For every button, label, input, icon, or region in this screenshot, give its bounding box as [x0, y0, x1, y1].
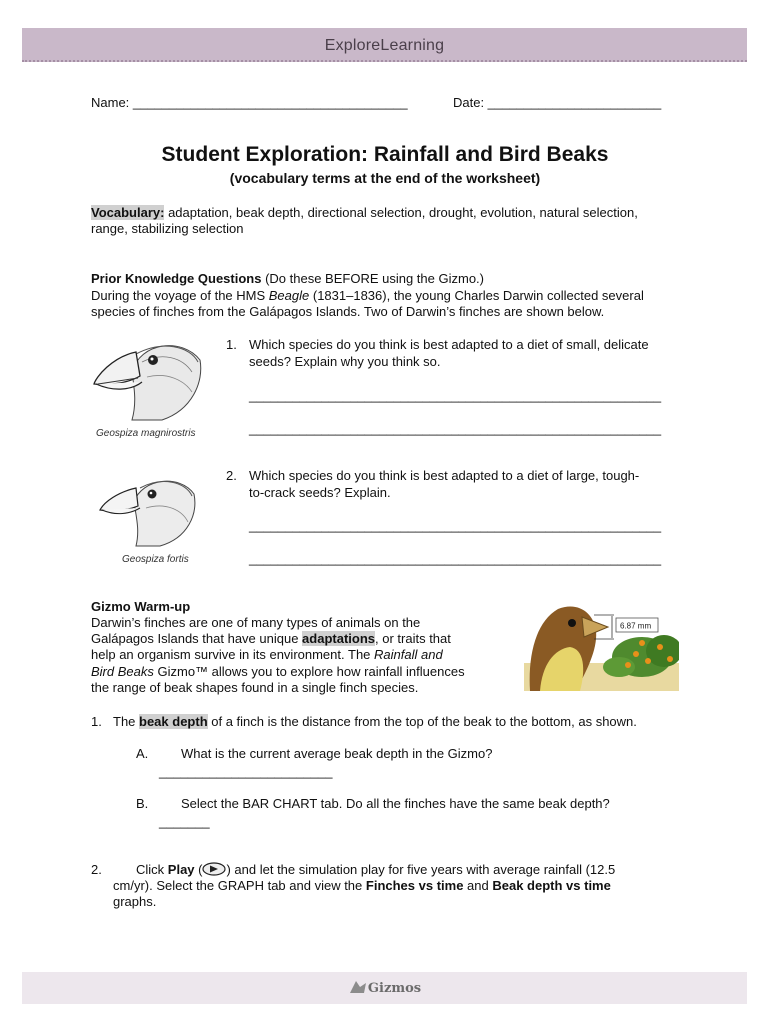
- step-1b-text: Select the BAR CHART tab. Do all the finches have the same beak depth?: [181, 796, 610, 811]
- step-2-t3: ) and let the simulation play for five years with average rainfall (12.5: [226, 862, 616, 877]
- gizmo-name-1: Rainfall and: [374, 647, 443, 662]
- question-2-line-1: Which species do you think is best adapted to a diet of large, tough-: [249, 468, 640, 483]
- warmup-line-2: [91, 631, 451, 647]
- prior-line-2: species of finches from the Galápagos Islands. Two of Darwin’s finches are shown below.: [91, 304, 605, 319]
- beak-depth-vs-time-text: Beak depth vs time: [492, 878, 611, 893]
- question-1-line-1: Which species do you think is best adapted to a diet of small, delicate: [249, 337, 649, 352]
- step-1b-label: B.: [136, 796, 149, 811]
- prior-heading-note: (Do these BEFORE using the Gizmo.): [261, 271, 484, 286]
- step-1a-answer[interactable]: ________________________: [159, 764, 333, 779]
- beagle-text: Beagle: [268, 288, 310, 303]
- prior-line-1b: (1831–1836), the young Charles Darwin collected several: [309, 288, 644, 303]
- prior-line-1: [91, 288, 644, 304]
- question-1-answer-line-1[interactable]: _________________________________________________________: [249, 388, 662, 403]
- step-2-t2: (: [194, 862, 203, 877]
- finch-icon: [96, 470, 198, 548]
- bird-caption-1: Geospiza magnirostris: [96, 428, 196, 439]
- step-1-text-b: of a finch is the distance from the top of the beak to the bottom, as shown.: [207, 714, 637, 729]
- page-title: Student Exploration: Rainfall and Bird Beaks: [161, 143, 609, 166]
- vocabulary-terms-1: adaptation, beak depth, directional selection, drought, evolution, natural selection,: [164, 205, 638, 220]
- question-1-line-2: seeds? Explain why you think so.: [249, 354, 441, 369]
- warmup-line-2a: Galápagos Islands that have unique: [91, 631, 303, 646]
- question-1-answer-line-2[interactable]: _________________________________________________________: [249, 421, 662, 436]
- footer-brand-text: Gizmos: [367, 981, 422, 996]
- step-1a-label: A.: [136, 746, 149, 761]
- gizmo-name-2: Bird Beaks: [91, 664, 154, 679]
- step-2-line-2: [113, 878, 611, 894]
- finches-vs-time-text: Finches vs time: [365, 878, 464, 893]
- gizmo-finch-icon: [524, 599, 679, 691]
- step-1b-answer[interactable]: _______: [159, 814, 210, 829]
- step-2-t1: Click: [136, 862, 168, 877]
- step-1-text-a: The: [113, 714, 140, 729]
- step-2-line-2a: cm/yr). Select the GRAPH tab and view the: [113, 878, 366, 893]
- step-1-text: [113, 714, 637, 730]
- question-2-answer-line-2[interactable]: _________________________________________________________: [249, 551, 662, 566]
- prior-heading: Prior Knowledge Questions: [91, 271, 262, 286]
- warmup-heading: Gizmo Warm-up: [91, 599, 191, 614]
- warmup-line-2b: , or traits that: [375, 631, 451, 646]
- play-button-icon: [202, 862, 226, 876]
- step-2-and: and: [463, 878, 493, 893]
- page-subtitle: (vocabulary terms at the end of the worksheet): [229, 170, 541, 186]
- footer-band: [22, 972, 747, 1004]
- brand-logo: ExploreLearning: [324, 37, 445, 54]
- header-band: [22, 28, 747, 62]
- play-word: Play: [167, 862, 195, 877]
- adaptations-term: adaptations: [302, 631, 376, 646]
- gizmos-logo-icon: [348, 979, 368, 995]
- footer-brand: [22, 972, 747, 1006]
- warmup-line-4: [91, 664, 465, 680]
- question-1-number: 1.: [226, 337, 237, 352]
- warmup-line-3: [91, 647, 443, 663]
- question-2-answer-line-1[interactable]: _________________________________________________________: [249, 518, 662, 533]
- vocabulary-line-2: range, stabilizing selection: [91, 221, 244, 236]
- prior-line-1a: During the voyage of the HMS: [91, 288, 269, 303]
- step-2-line-1: [136, 862, 615, 878]
- name-field: Name: ______________________________________: [91, 95, 408, 110]
- vocabulary-line-1: [91, 205, 638, 221]
- finch-icon: [92, 332, 204, 422]
- question-2-number: 2.: [226, 468, 237, 483]
- warmup-line-5: the range of beak shapes found in a single finch species.: [91, 680, 419, 695]
- step-1-number: 1.: [91, 714, 102, 729]
- step-1a-text: What is the current average beak depth in the Gizmo?: [181, 746, 493, 761]
- warmup-line-1: Darwin’s finches are one of many types of animals on the: [91, 615, 421, 630]
- step-2-number: 2.: [91, 862, 102, 877]
- question-2-line-2: to-crack seeds? Explain.: [249, 485, 391, 500]
- beak-depth-term: beak depth: [139, 714, 208, 729]
- step-2-line-3: graphs.: [113, 894, 157, 909]
- bird-caption-2: Geospiza fortis: [122, 554, 189, 565]
- warmup-line-3a: help an organism survive in its environment. The: [91, 647, 375, 662]
- vocabulary-label: Vocabulary:: [91, 205, 165, 220]
- prior-heading-line: [91, 271, 484, 287]
- warmup-line-4b: Gizmo™ allows you to explore how rainfall influences: [153, 664, 465, 679]
- beak-depth-readout: 6.87 mm: [620, 621, 652, 631]
- date-field: Date: ________________________: [453, 95, 662, 110]
